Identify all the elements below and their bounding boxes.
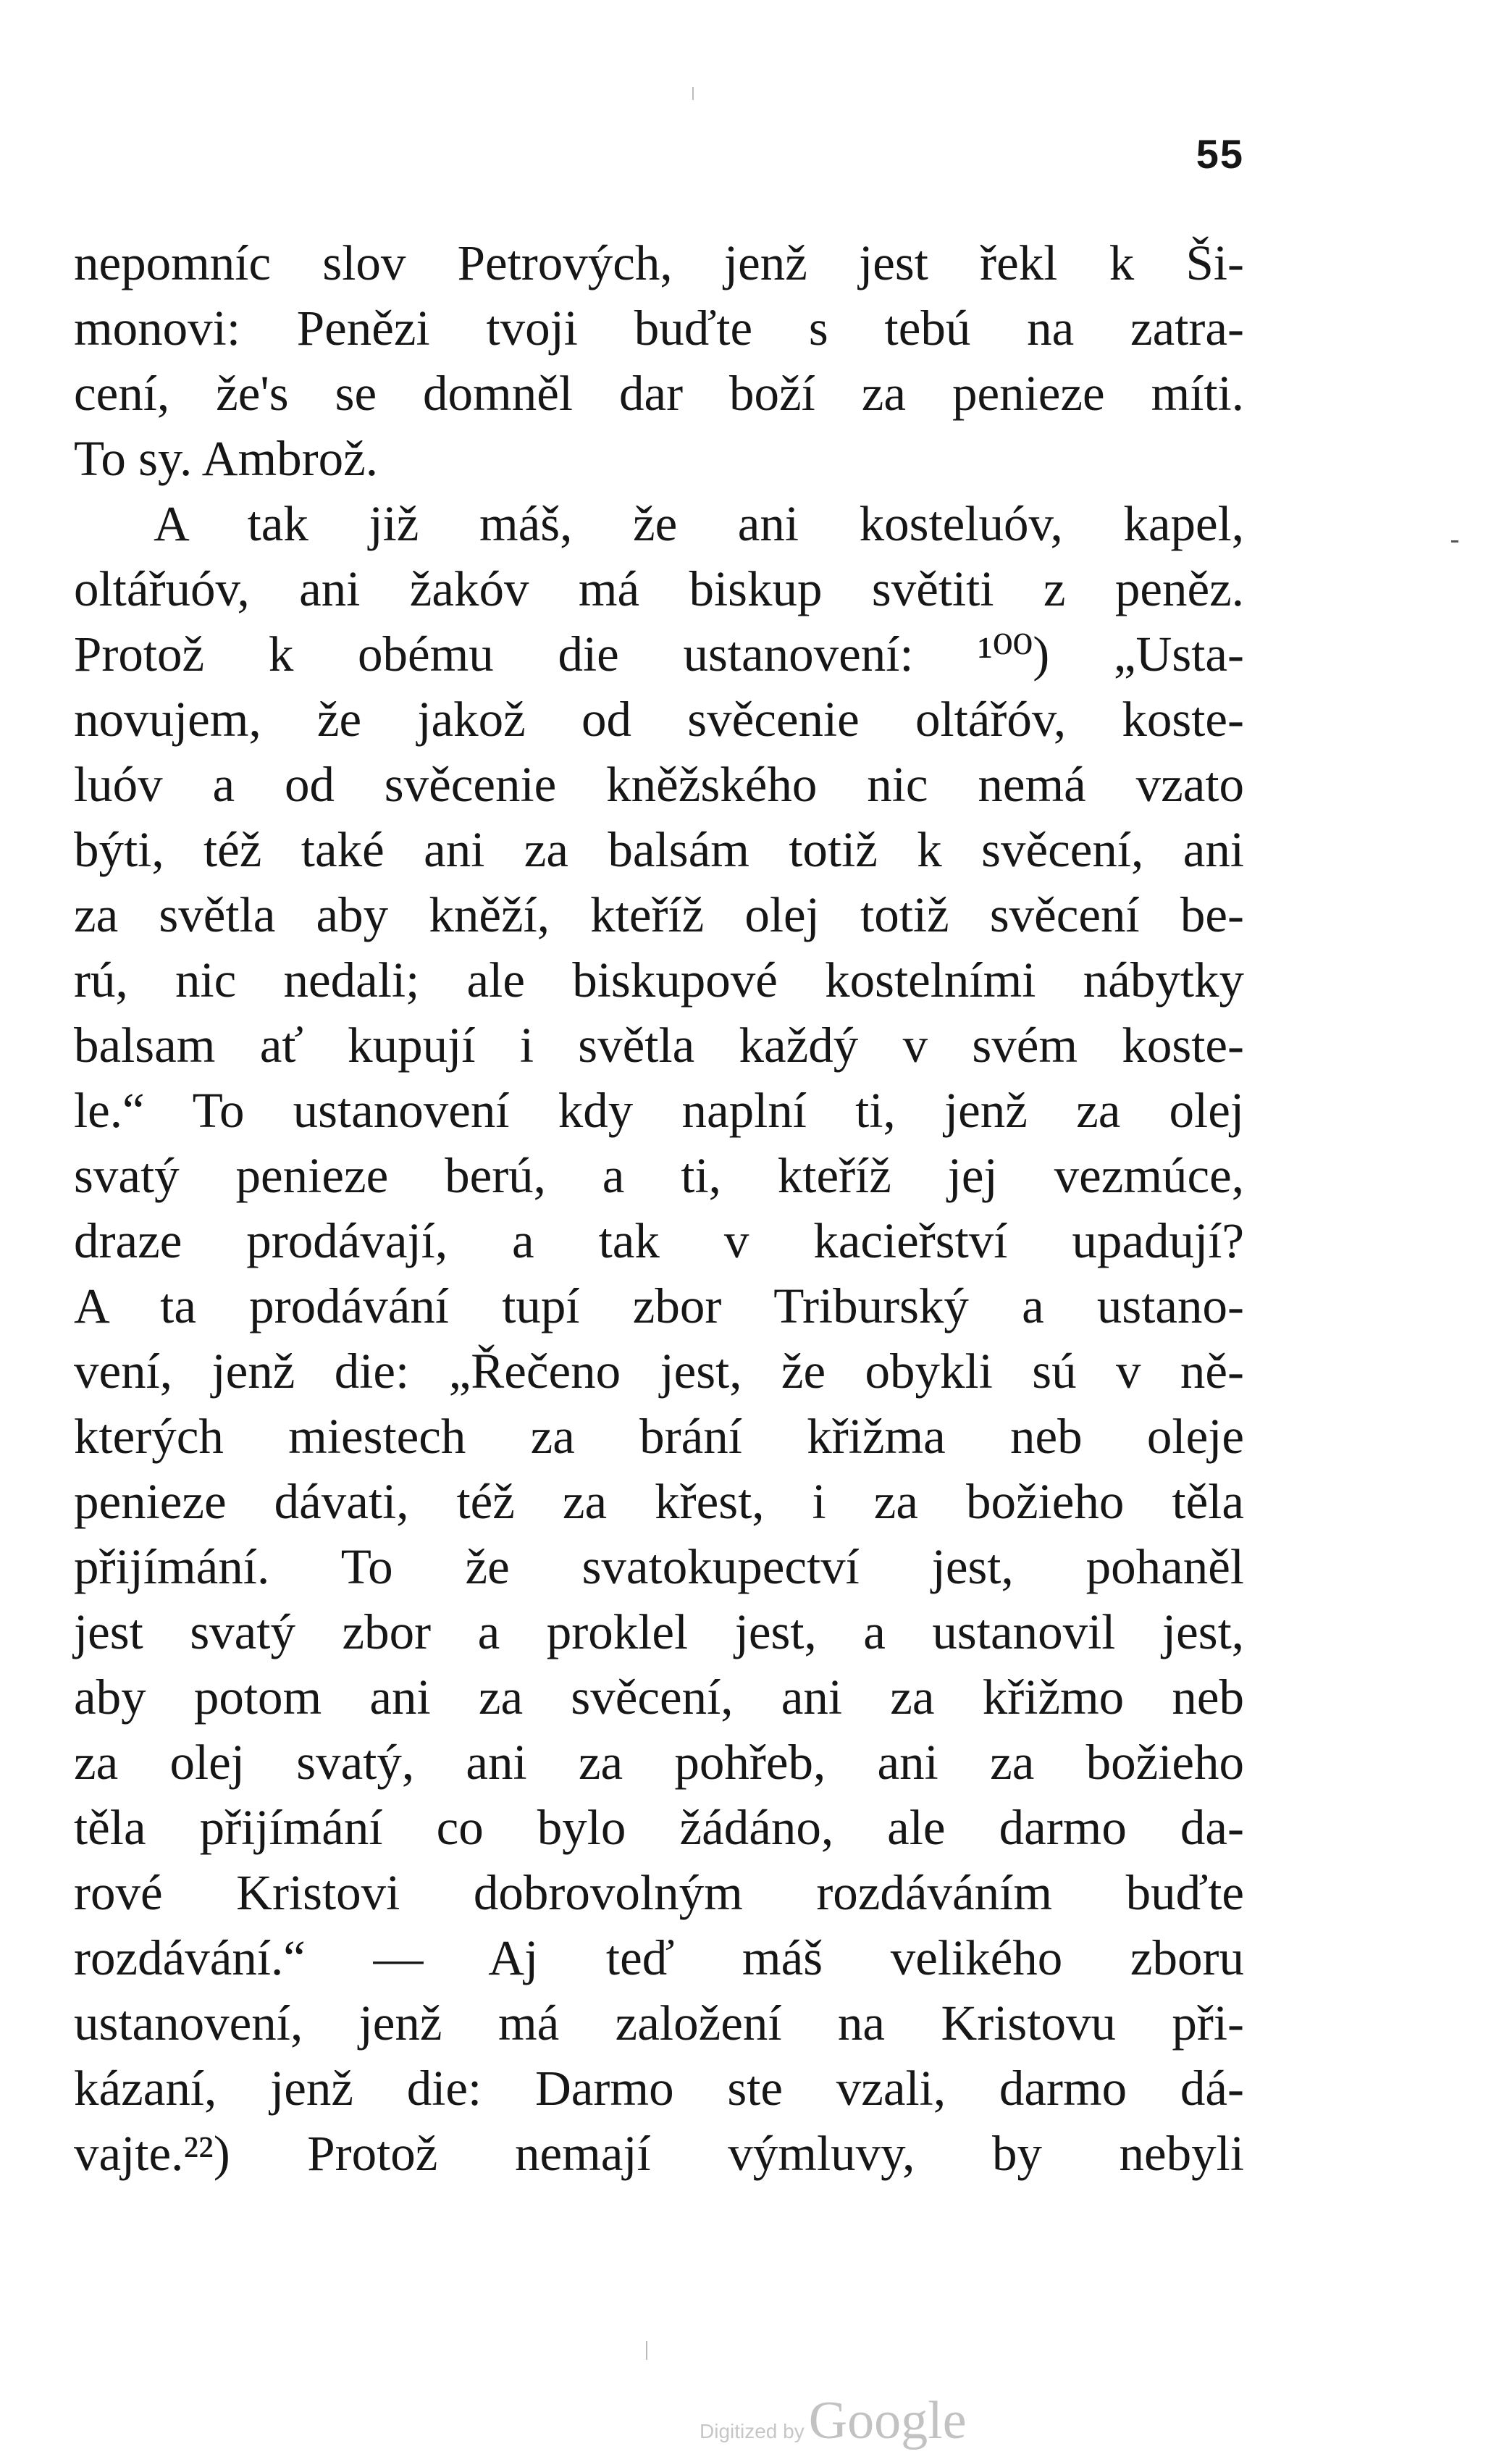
text-line: kterých miestech za brání křižma neb oleje [74, 1409, 1244, 1464]
text-line: ustanovení, jenž má založení na Kristovu při- [74, 1996, 1244, 2051]
text-line: rozdávání.“ — Aj teď máš velikého zboru [74, 1930, 1244, 1985]
text-line: svatý penieze berú, a ti, kteříž jej vezmúce, [74, 1148, 1244, 1203]
text-line: přijímání. To že svatokupectví jest, pohaněl [74, 1539, 1244, 1594]
scan-mark-bottom [646, 2341, 647, 2360]
text-line: A ta prodávání tupí zbor Triburský a ustano- [74, 1278, 1244, 1333]
text-line: vajte.²²) Protož nemají výmluvy, by nebyli [74, 2126, 1244, 2181]
text-line: penieze dávati, též za křest, i za božieho těla [74, 1474, 1244, 1529]
text-line: luóv a od svěcenie kněžského nic nemá vzato [74, 757, 1244, 812]
text-line: A tak již máš, že ani kosteluóv, kapel, [154, 496, 1244, 551]
text-line: cení, že's se domněl dar boží za penieze míti. [74, 366, 1244, 421]
watermark-prefix: Digitized by [700, 2420, 805, 2442]
text-line: aby potom ani za svěcení, ani za křižmo neb [74, 1670, 1244, 1725]
page-number: 55 [1196, 131, 1244, 177]
text-line: To sy. Ambrož. [74, 431, 378, 486]
text-line: nepomníc slov Petrových, jenž jest řekl k Ši- [74, 235, 1244, 290]
text-line: novujem, že jakož od svěcenie oltářóv, koste- [74, 692, 1244, 747]
text-line: monovi: Penězi tvoji buďte s tebú na zatra- [74, 301, 1244, 356]
text-line: rú, nic nedali; ale biskupové kostelními nábytky [74, 952, 1244, 1008]
text-line: oltářuóv, ani žakóv má biskup světiti z peněz. [74, 561, 1244, 616]
text-line: Protož k obému die ustanovení: ¹⁰⁰) „Usta- [74, 627, 1244, 682]
scan-mark-top [692, 87, 694, 100]
digitized-watermark [700, 2390, 967, 2452]
text-line: vení, jenž die: „Řečeno jest, že obykli sú v ně- [74, 1344, 1244, 1399]
text-line: za světla aby kněží, kteříž olej totiž svěcení be- [74, 887, 1244, 942]
text-line: balsam ať kupují i světla každý v svém koste- [74, 1018, 1244, 1073]
text-line: býti, též také ani za balsám totiž k svěcení, ani [74, 822, 1244, 877]
google-logo: Google [808, 2391, 967, 2450]
text-line: jest svatý zbor a proklel jest, a ustanovil jest, [74, 1604, 1244, 1659]
text-line: těla přijímání co bylo žádáno, ale darmo da- [74, 1800, 1244, 1855]
text-line: draze prodávají, a tak v kacieřství upadují? [74, 1213, 1244, 1268]
body-text [74, 230, 1244, 2186]
text-line: kázaní, jenž die: Darmo ste vzali, darmo dá- [74, 2061, 1244, 2116]
margin-mark [1451, 540, 1458, 543]
text-line: za olej svatý, ani za pohřeb, ani za božieho [74, 1735, 1244, 1790]
text-line: le.“ To ustanovení kdy naplní ti, jenž za olej [74, 1083, 1244, 1138]
text-line: rové Kristovi dobrovolným rozdáváním buďte [74, 1865, 1244, 1920]
